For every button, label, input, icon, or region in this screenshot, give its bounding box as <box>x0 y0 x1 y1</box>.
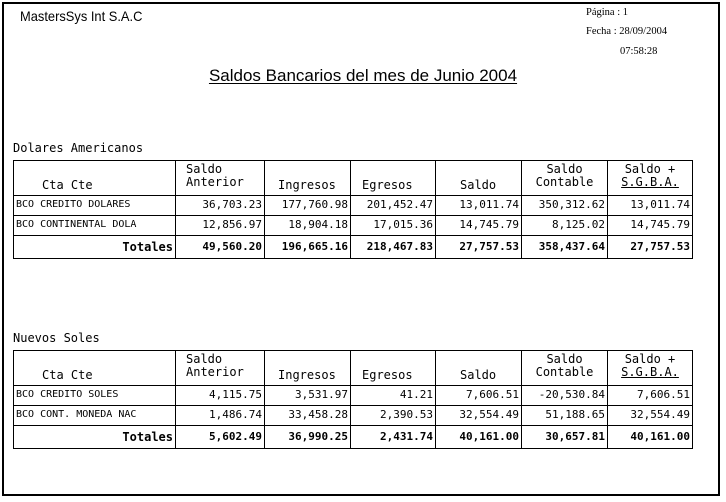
section-title-soles: Nuevos Soles <box>13 331 100 345</box>
col-egresos: Egresos <box>362 368 413 382</box>
report-time: 07:58:28 <box>620 46 658 57</box>
table-row: BCO CONT. MONEDA NAC 1,486.74 33,458.28 2,390.53 32,554.49 51,188.65 32,554.49 <box>14 406 692 425</box>
col-saldo-anterior: Saldo Anterior <box>186 352 244 379</box>
table-header <box>14 161 692 195</box>
table-row: BCO CREDITO DOLARES 36,703.23 177,760.98 201,452.47 13,011.74 350,312.62 13,011.74 <box>14 196 692 215</box>
col-egresos: Egresos <box>362 178 413 192</box>
table-soles <box>13 350 693 449</box>
totals-row: Totales 49,560.20 196,665.16 218,467.83 27,757.53 358,437.64 27,757.53 <box>14 236 692 258</box>
col-saldo-anterior: Saldo Anterior <box>186 162 244 189</box>
table-row: BCO CREDITO SOLES 4,115.75 3,531.97 41.21 7,606.51 -20,530.84 7,606.51 <box>14 386 692 405</box>
col-ingresos: Ingresos <box>278 178 336 192</box>
col-sgba: Saldo + S.G.B.A. <box>621 162 679 189</box>
table-header <box>14 351 692 385</box>
company-name: MastersSys Int S.A.C <box>20 8 143 24</box>
section-title-dolares: Dolares Americanos <box>13 141 144 155</box>
totals-row: Totales 5,602.49 36,990.25 2,431.74 40,161.00 30,657.81 40,161.00 <box>14 426 692 448</box>
col-cta: Cta Cte <box>42 368 93 382</box>
col-saldo-contable: Saldo Contable <box>535 162 594 189</box>
table-row: BCO CONTINENTAL DOLA 12,856.97 18,904.18 17,015.36 14,745.79 8,125.02 14,745.79 <box>14 216 692 235</box>
col-cta: Cta Cte <box>42 178 93 192</box>
col-saldo: Saldo <box>460 368 497 382</box>
col-saldo-contable: Saldo Contable <box>535 352 594 379</box>
report-title: Saldos Bancarios del mes de Junio 2004 <box>208 66 518 85</box>
col-sgba: Saldo + S.G.B.A. <box>621 352 679 379</box>
col-ingresos: Ingresos <box>278 368 336 382</box>
table-dolares <box>13 160 693 259</box>
col-saldo: Saldo <box>460 178 497 192</box>
report-date: Fecha : 28/09/2004 <box>586 26 668 37</box>
page-number: Página : 1 <box>586 7 628 18</box>
